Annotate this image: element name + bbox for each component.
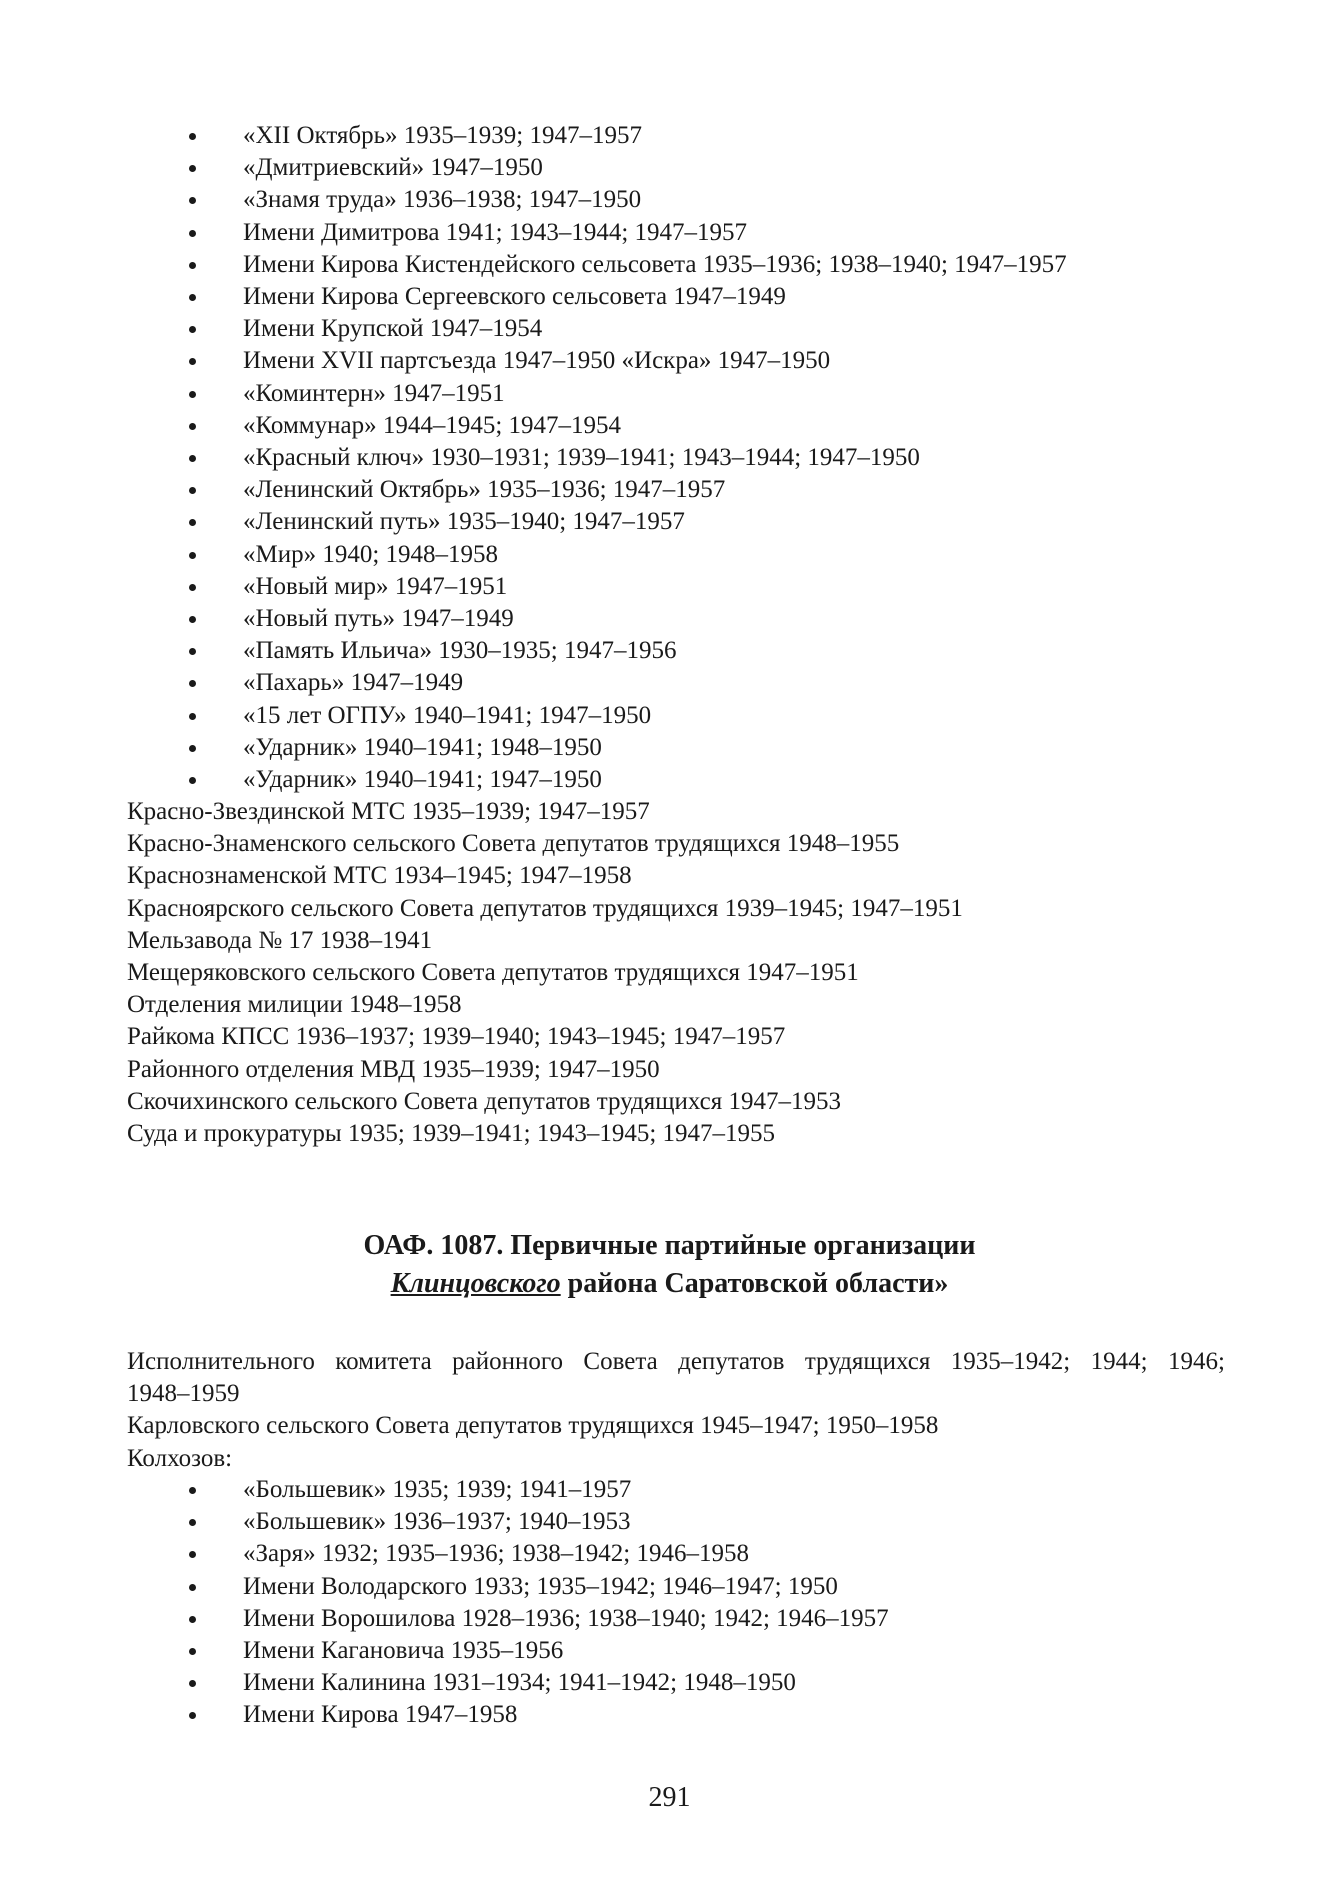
text-line: Скочихинского сельского Совета депутатов трудящихся 1947–1953 <box>127 1087 842 1115</box>
section-heading <box>0 1227 1339 1303</box>
list-item <box>127 1538 1227 1570</box>
bullet-icon <box>189 1487 196 1494</box>
list-item-text: «Новый мир» 1947–1951 <box>243 572 508 600</box>
text-line: Мельзавода № 17 1938–1941 <box>127 926 433 954</box>
bullet-icon <box>189 197 196 204</box>
list-item <box>127 1635 1227 1667</box>
list-item <box>127 1667 1227 1699</box>
heading-line-2 <box>0 1265 1339 1303</box>
bullet-icon <box>189 777 196 784</box>
list-item-text: «Дмитриевский» 1947–1950 <box>243 154 543 182</box>
list-item-text: «Пахарь» 1947–1949 <box>243 669 464 697</box>
list-item-text: «Ударник» 1940–1941; 1948–1950 <box>243 733 602 761</box>
heading-line-1: ОАФ. 1087. Первичные партийные организации <box>363 1230 976 1261</box>
list-item <box>127 184 1227 216</box>
bullet-icon <box>189 713 196 720</box>
list-item-text: «XII Октябрь» 1935–1939; 1947–1957 <box>243 122 642 149</box>
list-item-text: «Ленинский Октябрь» 1935–1936; 1947–1957 <box>243 476 726 504</box>
bullet-icon <box>189 391 196 398</box>
list-item-text: Имени Калинина 1931–1934; 1941–1942; 1948–1950 <box>243 1669 796 1697</box>
list-item <box>127 313 1227 345</box>
list-item-text: «15 лет ОГПУ» 1940–1941; 1947–1950 <box>243 701 652 729</box>
list-item-text: Имени Кирова Сергеевского сельсовета 1947–1949 <box>243 283 786 311</box>
list-item-text: Имени Димитрова 1941; 1943–1944; 1947–1957 <box>243 218 748 246</box>
list-item-text: «Ударник» 1940–1941; 1947–1950 <box>243 766 602 794</box>
list-item-text: «Новый путь» 1947–1949 <box>243 605 514 633</box>
bullet-icon <box>189 745 196 752</box>
list-item-text: «Большевик» 1935; 1939; 1941–1957 <box>243 1476 632 1503</box>
list-item-text: Имени Кагановича 1935–1956 <box>243 1637 564 1665</box>
list-item <box>127 603 1227 635</box>
list-item-text: «Коммунар» 1944–1945; 1947–1954 <box>243 411 622 439</box>
text-line: Красно-Знаменского сельского Совета депутатов трудящихся 1948–1955 <box>127 830 900 858</box>
list-item <box>127 571 1227 603</box>
list-item-text: Имени XVII партсъезда 1947–1950 «Искра» 1947–1950 <box>243 347 831 375</box>
text-line: Отделения милиции 1948–1958 <box>127 991 462 1019</box>
bullet-icon <box>189 584 196 591</box>
bullet-icon <box>189 648 196 655</box>
bullet-icon <box>189 1616 196 1623</box>
bullet-icon <box>189 294 196 301</box>
list-item-text: «Знамя труда» 1936–1938; 1947–1950 <box>243 186 642 214</box>
bullet-icon <box>189 1551 196 1558</box>
list-item <box>127 281 1227 313</box>
list-item <box>127 506 1227 538</box>
text-line: Суда и прокуратуры 1935; 1939–1941; 1943–1945; 1947–1955 <box>127 1120 776 1148</box>
text-line: Красно-Звездинской МТС 1935–1939; 1947–1957 <box>127 798 650 825</box>
list-item <box>127 700 1227 732</box>
bullet-icon <box>189 455 196 462</box>
text-line: Мещеряковского сельского Совета депутатов трудящихся 1947–1951 <box>127 959 859 987</box>
bullet-icon <box>189 680 196 687</box>
list-item-text: Имени Крупской 1947–1954 <box>243 315 543 343</box>
list-item <box>127 345 1227 377</box>
bullet-icon <box>189 326 196 333</box>
list-item <box>127 635 1227 667</box>
list-item <box>127 1506 1227 1538</box>
list-item <box>127 249 1227 281</box>
paragraph-executive-committee: Исполнительного комитета районного Совета депутатов трудящихся 1935–1942; 1944; 1946; <box>127 1348 1225 1375</box>
paragraph-karlovsky-council: Карловского сельского Совета депутатов трудящихся 1945–1947; 1950–1958 <box>127 1412 939 1440</box>
list-item <box>127 1571 1227 1603</box>
bullet-icon <box>189 519 196 526</box>
list-item <box>127 732 1227 764</box>
paragraph-executive-committee-cont: 1948–1959 <box>127 1380 240 1408</box>
bullet-icon <box>189 1584 196 1591</box>
list-item <box>127 152 1227 184</box>
list-item <box>127 474 1227 506</box>
text-line: Районного отделения МВД 1935–1939; 1947–1950 <box>127 1055 660 1083</box>
list-item <box>127 378 1227 410</box>
list-item <box>127 1474 1227 1506</box>
list-item <box>127 764 1227 796</box>
list-item <box>127 1603 1227 1635</box>
list-item <box>127 217 1227 249</box>
page-number: 291 <box>648 1782 691 1813</box>
list-item-text: Имени Кирова Кистендейского сельсовета 1935–1936; 1938–1940; 1947–1957 <box>243 250 1067 278</box>
list-item <box>127 442 1227 474</box>
bullet-icon <box>189 616 196 623</box>
list-item <box>127 539 1227 571</box>
text-line: Краснознаменской МТС 1934–1945; 1947–1958 <box>127 862 632 890</box>
bullet-icon <box>189 1648 196 1655</box>
list-item-text: «Красный ключ» 1930–1931; 1939–1941; 1943–1944; 1947–1950 <box>243 444 920 472</box>
list-item <box>127 667 1227 699</box>
list-item-text: Имени Ворошилова 1928–1936; 1938–1940; 1942; 1946–1957 <box>243 1604 889 1632</box>
list-item-text: «Мир» 1940; 1948–1958 <box>243 540 499 568</box>
bullet-icon <box>189 230 196 237</box>
bullet-icon <box>189 262 196 269</box>
list-item-text: «Коминтерн» 1947–1951 <box>243 379 505 407</box>
text-line: Красноярского сельского Совета депутатов трудящихся 1939–1945; 1947–1951 <box>127 894 963 922</box>
list-item <box>127 120 1227 152</box>
bullet-icon <box>189 165 196 172</box>
bullet-icon <box>189 423 196 430</box>
kolkhoz-list-top <box>127 120 1227 796</box>
bullet-icon <box>189 358 196 365</box>
bullet-icon <box>189 133 196 140</box>
list-item <box>127 410 1227 442</box>
bullet-icon <box>189 1712 196 1719</box>
heading-district-name: Клинцовского <box>390 1268 561 1299</box>
list-item-text: «Ленинский путь» 1935–1940; 1947–1957 <box>243 508 685 536</box>
list-item-text: Имени Володарского 1933; 1935–1942; 1946–1947; 1950 <box>243 1572 838 1600</box>
bullet-icon <box>189 1519 196 1526</box>
heading-line-2-rest: района Саратовской области» <box>560 1268 949 1299</box>
list-item-text: Имени Кирова 1947–1958 <box>243 1701 518 1729</box>
list-item-text: «Память Ильича» 1930–1935; 1947–1956 <box>243 637 677 665</box>
text-line: Райкома КПСС 1936–1937; 1939–1940; 1943–1945; 1947–1957 <box>127 1023 786 1051</box>
kolkhoz-list-bottom <box>127 1474 1227 1732</box>
paragraph-kolkhozes-label: Колхозов: <box>127 1444 233 1472</box>
bullet-icon <box>189 552 196 559</box>
bullet-icon <box>189 487 196 494</box>
list-item <box>127 1699 1227 1731</box>
organizations-list <box>127 796 1227 1150</box>
bullet-icon <box>189 1680 196 1687</box>
list-item-text: «Большевик» 1936–1937; 1940–1953 <box>243 1508 631 1536</box>
section-2-text <box>127 1346 1227 1475</box>
list-item-text: «Заря» 1932; 1935–1936; 1938–1942; 1946–1958 <box>243 1540 749 1568</box>
